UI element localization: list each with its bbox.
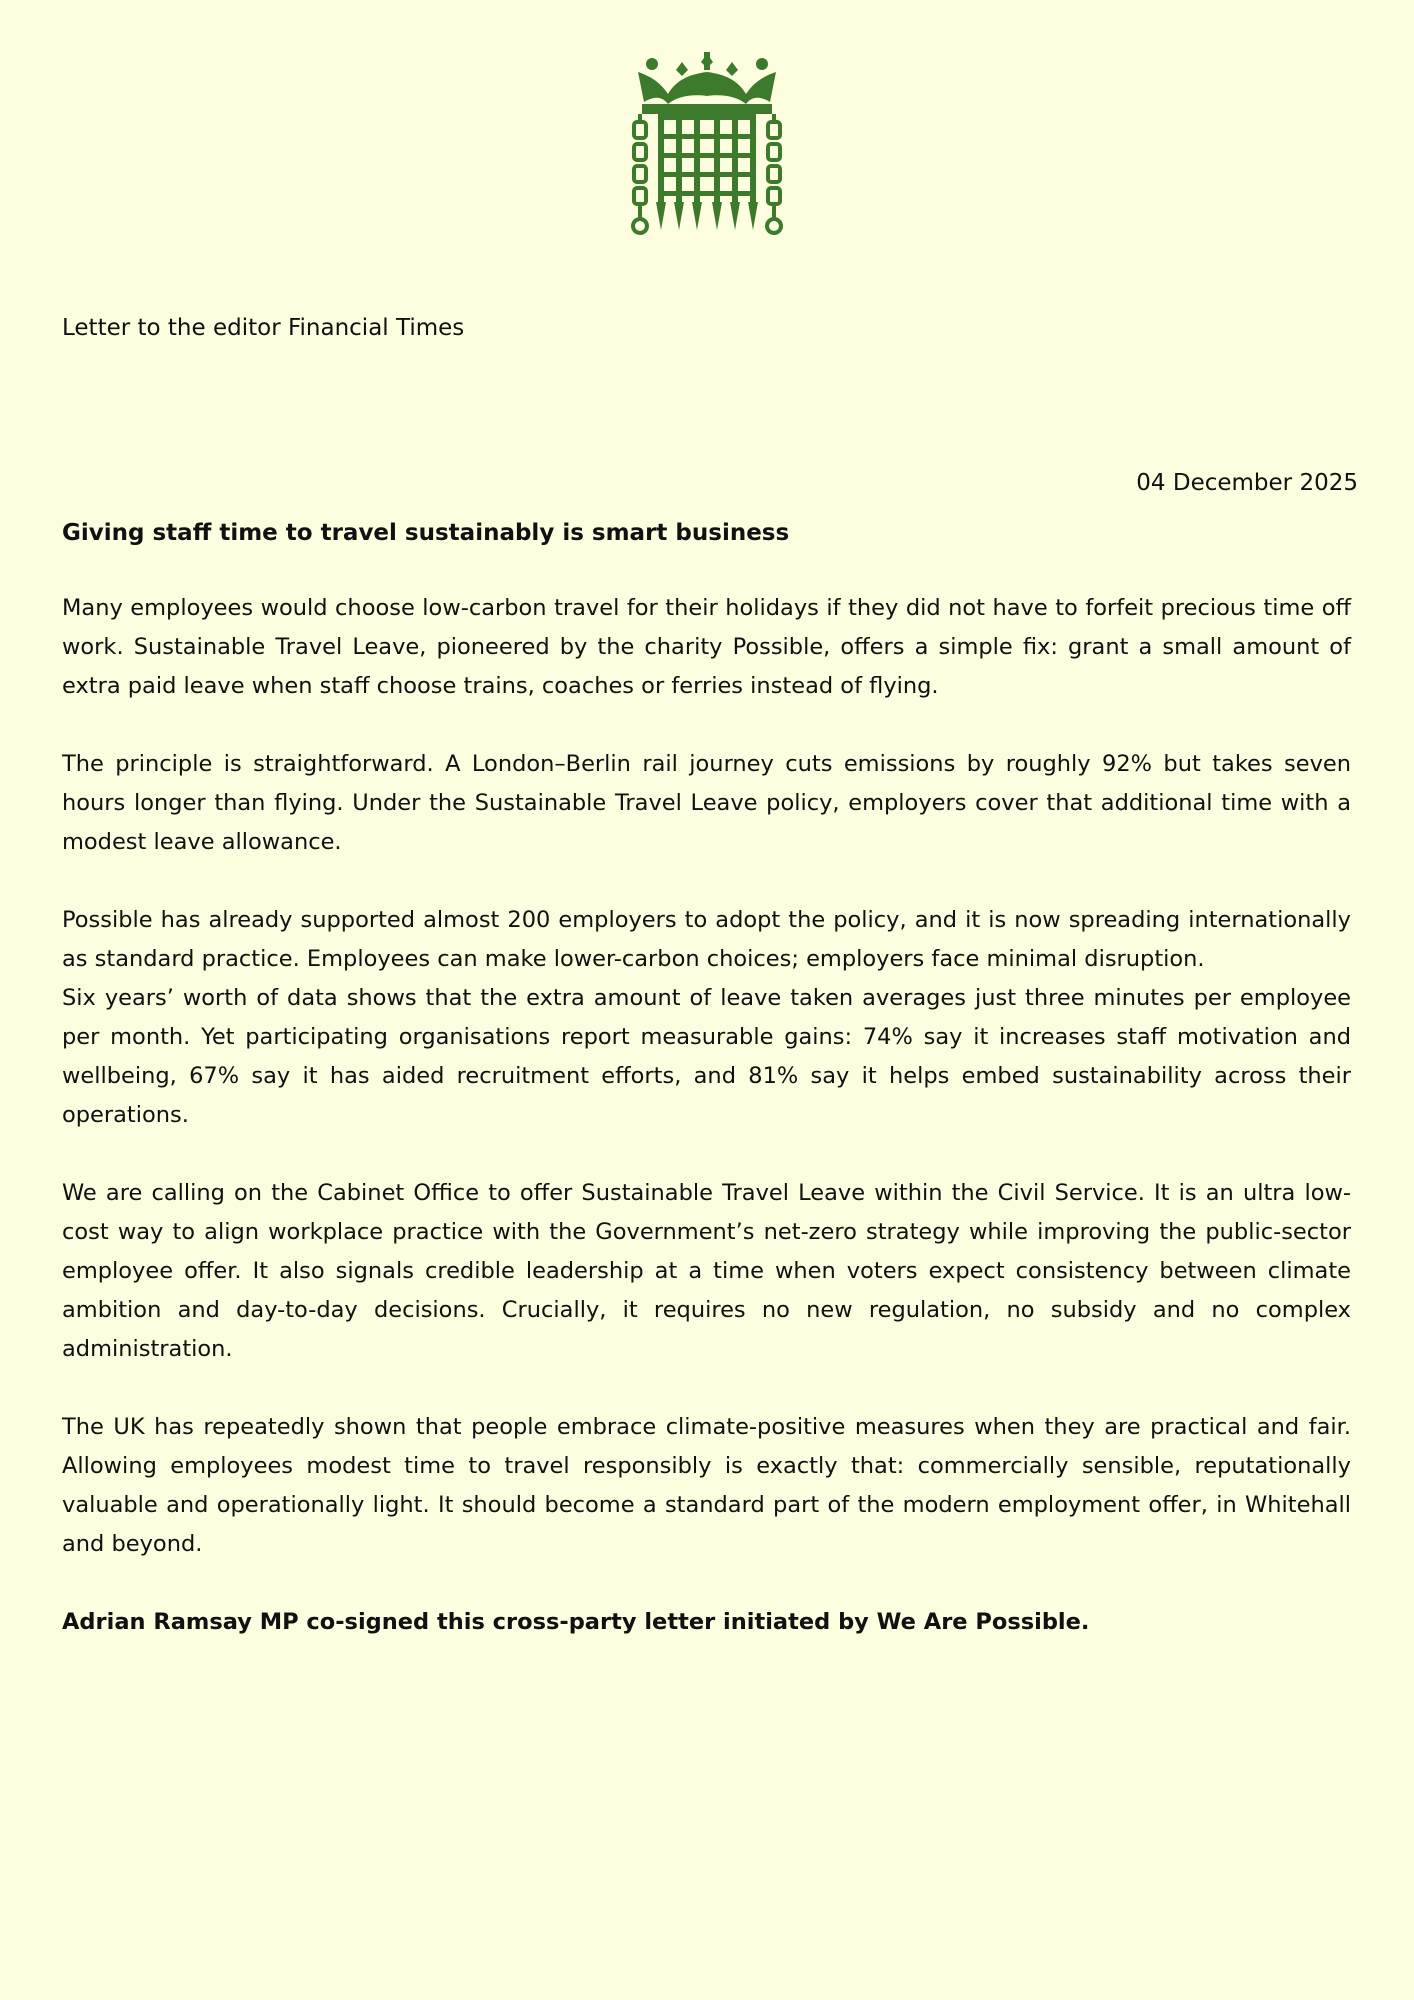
portcullis-crest-icon [630,52,784,238]
paragraph-5: We are calling on the Cabinet Office to offer Sustainable Travel Leave within the Civil Service. It is an ultra low-cost way to align workplace practice with the Government’s net-zero strategy while improving the public-sector employee offer. It also signals credible leadership at a time when voters expect consistency between climate ambition and day-to-day decisions. Crucially, it requires no new regulation, no subsidy and no complex administration. [62,1180,1351,1362]
letter-body [62,516,1351,1681]
recipient-line: Letter to the editor Financial Times [62,315,465,341]
paragraph-1: Many employees would choose low-carbon travel for their holidays if they did not have to forfeit precious time off work. Sustainable Travel Leave, pioneered by the charity Possible, offers a simple fix: grant a small amount of extra paid leave when staff choose trains, coaches or ferries instead of flying. [62,595,1351,699]
paragraph-3: Possible has already supported almost 200 employers to adopt the policy, and it is now spreading internationally as standard practice. Employees can make lower-carbon choices; employers face minimal disruption. [62,907,1351,972]
signature-line: Adrian Ramsay MP co-signed this cross-party letter initiated by We Are Possible. [62,1609,1090,1635]
paragraph-4: Six years’ worth of data shows that the extra amount of leave taken averages just three minutes per employee per month. Yet participating organisations report measurable gains: 74% say it increases staff motivation and wellbeing, 67% say it has aided recruitment efforts, and 81% say it helps embed sustainability across their operations. [62,985,1351,1128]
paragraph-6: The UK has repeatedly shown that people embrace climate-positive measures when they are practical and fair. Allowing employees modest time to travel responsibly is exactly that: commercially sensible, reputationally valuable and operationally light. It should become a standard part of the modern employment offer, in Whitehall and beyond. [62,1414,1351,1557]
letter-title: Giving staff time to travel sustainably is smart business [62,520,790,546]
paragraph-2: The principle is straightforward. A London–Berlin rail journey cuts emissions by roughly 92% but takes seven hours longer than flying. Under the Sustainable Travel Leave policy, employers cover that additional time with a modest leave allowance. [62,751,1351,855]
letter-date: 04 December 2025 [1136,470,1358,496]
